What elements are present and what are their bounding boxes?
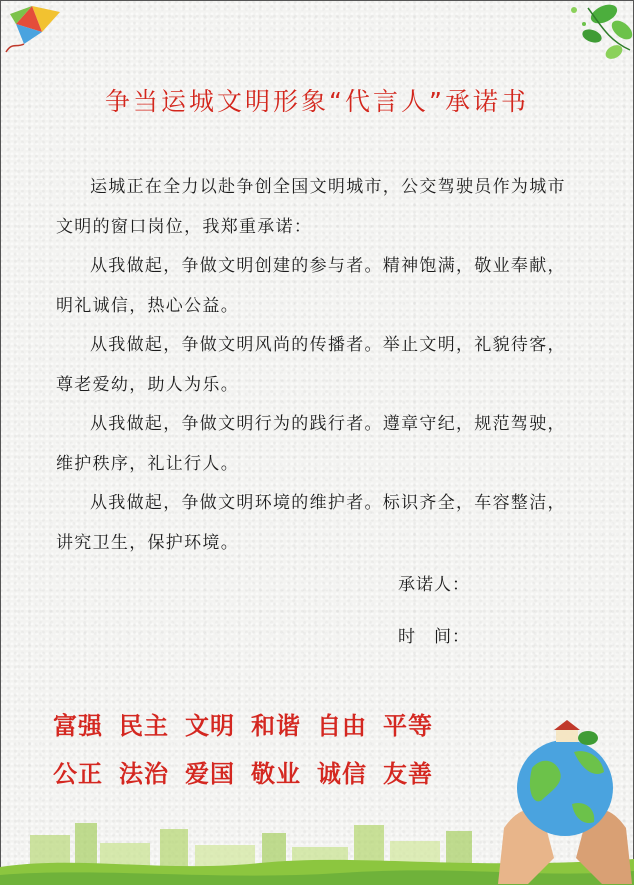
page-title: 争当运城文明形象“代言人”承诺书 [105, 87, 529, 116]
leaves-icon [544, 0, 634, 70]
pledge-paragraph-3: 从我做起，争做文明行为的践行者。遵章守纪，规范驾驶，维护秩序，礼让行人。 [56, 414, 566, 474]
core-value: 自由 [317, 712, 367, 740]
core-values-row-2 [53, 754, 449, 789]
core-value: 敬业 [251, 760, 301, 788]
core-value: 文明 [185, 712, 235, 740]
kite-icon [2, 4, 64, 56]
pledge-paragraph-1: 从我做起，争做文明创建的参与者。精神饱满，敬业奉献，明礼诚信，热心公益。 [56, 256, 566, 316]
core-value: 爱国 [185, 760, 235, 788]
core-values-row-1 [53, 706, 449, 741]
globe-in-hands-icon [498, 708, 632, 884]
date-label: 时 间： [398, 627, 470, 647]
core-value: 平等 [383, 712, 433, 740]
pledge-paragraph-4: 从我做起，争做文明环境的维护者。标识齐全，车容整洁，讲究卫生，保护环境。 [56, 493, 566, 553]
signer-label: 承诺人： [398, 575, 470, 595]
core-value: 公正 [53, 760, 103, 788]
core-value: 民主 [119, 712, 169, 740]
core-value: 和谐 [251, 712, 301, 740]
core-value: 法治 [119, 760, 169, 788]
intro-paragraph: 运城正在全力以赴争创全国文明城市，公交驾驶员作为城市文明的窗口岗位，我郑重承诺： [56, 177, 566, 237]
core-value: 友善 [383, 760, 433, 788]
pledge-paragraph-2: 从我做起，争做文明风尚的传播者。举止文明，礼貌待客，尊老爱幼，助人为乐。 [56, 335, 566, 395]
core-value: 富强 [53, 712, 103, 740]
document-body [56, 168, 576, 563]
core-value: 诚信 [317, 760, 367, 788]
